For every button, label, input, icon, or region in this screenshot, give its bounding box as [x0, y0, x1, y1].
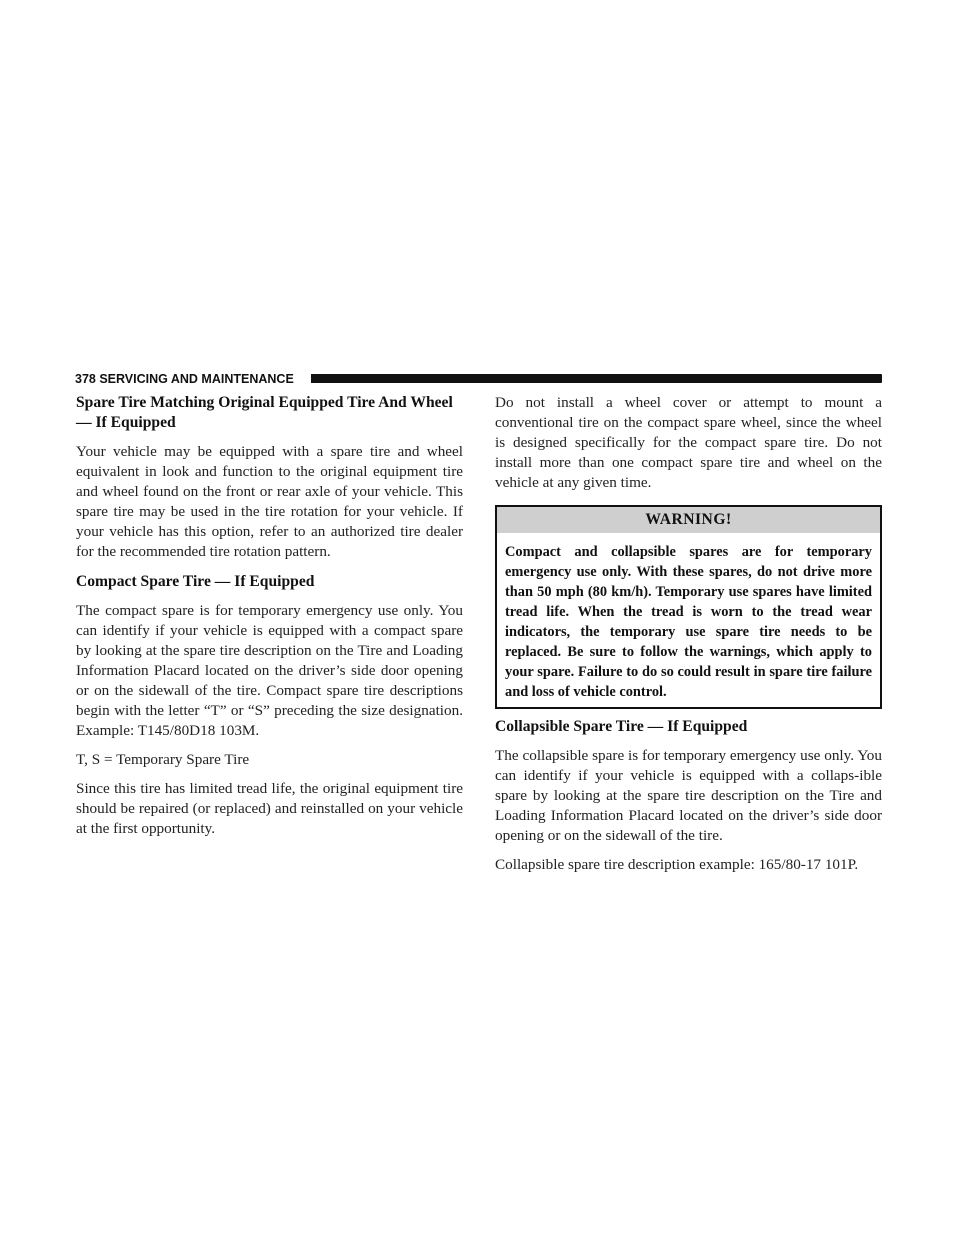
warning-title: WARNING! [497, 507, 880, 533]
left-column [76, 393, 463, 839]
page-number-section-title: 378 SERVICING AND MAINTENANCE [75, 372, 294, 386]
paragraph-limited-tread: Since this tire has limited tread life, the original equipment tire should be repaired (or replaced) and reinstalled on your vehicle at the first opportunity. [76, 780, 463, 837]
paragraph-collapsible-example: Collapsible spare tire description example: 165/80-17 101P. [495, 856, 859, 873]
warning-text: Compact and collapsible spares are for temporary emergency use only. With these spares, do not drive more than 50 mph (80 km/h). Temporary use spares have limited tread life. When the tread is worn to the tread wear indicators, the temporary use spare tire needs to be replaced. Be sure to follow the warnings, which apply to your spare. Failure to do so could result in spare tire failure and loss of vehicle control. [505, 544, 872, 700]
paragraph-compact-spare: The compact spare is for temporary emergency use only. You can identify if your vehicle is equipped with a compact spare by looking at the spare tire description on the Tire and Loading Information Placard located on the driver’s side door opening or on the sidewall of the tire. Compact spare tire descriptions begin with the letter “T” or “S” preceding the size designation. Example: T145/80D18 103M. [76, 602, 463, 739]
page-header [75, 371, 882, 387]
paragraph-collapsible-spare: The collapsible spare is for temporary emergency use only. You can identify if your vehicle is equipped with a collaps-ible spare by looking at the spare tire description on the Tire and Loading Information Placard located on the driver’s side door opening or on the sidewall of the tire. [495, 747, 882, 844]
header-rule [311, 374, 882, 383]
heading-collapsible-spare: Collapsible Spare Tire — If Equipped [495, 718, 748, 735]
heading-compact-spare: Compact Spare Tire — If Equipped [76, 573, 315, 590]
paragraph-matching-spare: Your vehicle may be equipped with a spare tire and wheel equivalent in look and function to the original equipment tire and wheel found on the front or rear axle of your vehicle. This spare tire may be used in the tire rotation for your vehicle. If your vehicle has this option, refer to an authorized tire dealer for the recommended tire rotation pattern. [76, 443, 463, 560]
warning-box [495, 505, 882, 709]
heading-matching-spare: Spare Tire Matching Original Equipped Tire And Wheel — If Equipped [76, 394, 453, 431]
paragraph-temporary-spare-def: T, S = Temporary Spare Tire [76, 751, 250, 768]
paragraph-wheel-cover: Do not install a wheel cover or attempt to mount a conventional tire on the compact spare wheel, since the wheel is designed specifically for the compact spare tire. Do not install more than one compact spare tire and wheel on the vehicle at any given time. [495, 394, 882, 491]
right-column [495, 393, 882, 875]
